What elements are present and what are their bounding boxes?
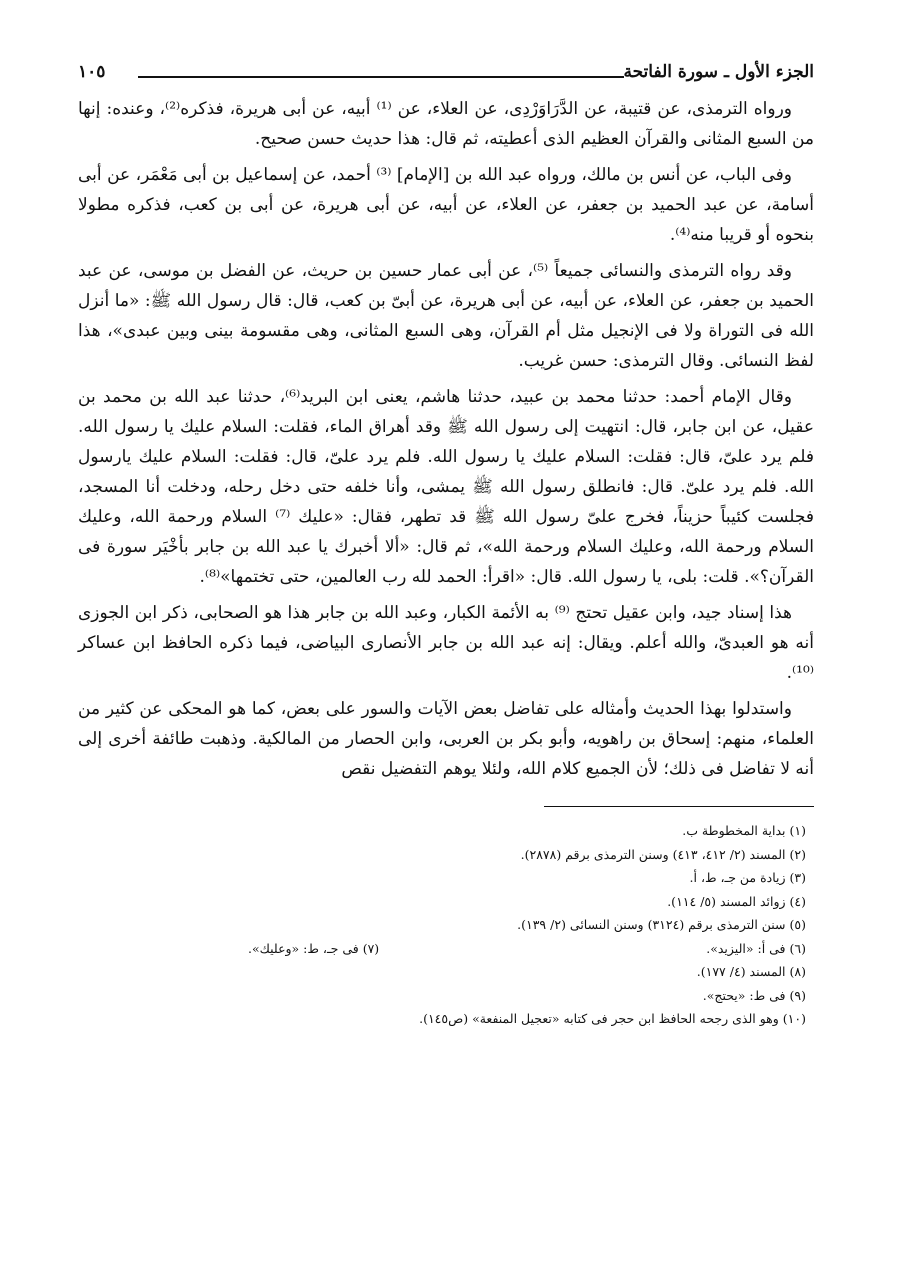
paragraph: هذا إسناد جيد، وابن عقيل تحتج ⁽⁹⁾ به الأئمة الكبار، وعبد الله بن جابر هذا هو الصحابى، ذكر ابن الجوزى أنه هو العبدىّ، والله أعلم. ويقال: إنه عبد الله بن جابر الأنصارى البياضى، فيما ذكره الحافظ ابن عساكر ⁽¹⁰⁾. <box>78 603 814 683</box>
footnote: (٨) المسند (٤/ ١٧٧). <box>696 964 806 979</box>
footnote: (٧) فى جـ، ط: «وعليك». <box>248 940 380 956</box>
paragraph: وفى الباب، عن أنس بن مالك، ورواه عبد الله بن [الإمام] ⁽³⁾ أحمد، عن إسماعيل بن أبى مَعْمَر، عن أبى أسامة، عن عبد الحميد بن جعفر، عن العلاء، عن أبيه، عن أبى هريرة، عن أبى بن كعب، فذكره مطولا بنحوه أو قريبا منه⁽⁴⁾. <box>78 165 814 245</box>
footnote: (٤) زوائد المسند (٥/ ١١٤). <box>667 893 806 909</box>
footnote-separator <box>544 806 814 807</box>
footnotes <box>78 819 814 1031</box>
footnote: (٣) زيادة من جـ، ط، أ. <box>689 870 806 885</box>
header-rule <box>138 76 624 78</box>
running-header <box>78 60 814 94</box>
paragraph: ورواه الترمذى، عن قتيبة، عن الدَّرَاوَرْدِى، عن العلاء، عن ⁽¹⁾ أبيه، عن أبى هريرة، فذكره⁽²⁾، وعنده: إنها من السبع المثانى والقرآن العظيم الذى أعطيته، ثم قال: هذا حديث حسن صحيح. <box>78 99 814 149</box>
paragraph: وقد رواه الترمذى والنسائى جميعاً ⁽⁵⁾، عن أبى عمار حسين بن حريث، عن الفضل بن موسى، عن عبد الحميد بن جعفر، عن العلاء، عن أبيه، عن أبى هريرة، عن أبىّ بن كعب، قال: قال رسول الله ﷺ: «ما أنزل الله فى التوراة ولا فى الإنجيل مثل أم القرآن، وهى السبع المثانى، وهى مقسومة بينى وبين عبدى»، هذا لفظ النسائى. وقال الترمذى: حسن غريب. <box>78 261 814 371</box>
paragraph: واستدلوا بهذا الحديث وأمثاله على تفاضل بعض الآيات والسور على بعض، كما هو المحكى عن كثير من العلماء، منهم: إسحاق بن راهويه، وأبو بكر بن العربى، وابن الحصار من المالكية. وذهبت طائفة أخرى إلى أنه لا تفاضل فى ذلك؛ لأن الجميع كلام الله، ولئلا يوهم التفضيل نقص <box>78 699 814 779</box>
footnote: (٢) المسند (٢/ ٤١٢، ٤١٣) وسنن الترمذى برقم (٢٨٧٨). <box>520 846 806 862</box>
footnote: (٦) فى أ: «اليزيد». <box>706 940 806 956</box>
header-title: الجزء الأول ـ سورة الفاتحة <box>623 62 814 82</box>
page <box>78 60 814 1031</box>
footnote: (١) بداية المخطوطة ب. <box>682 823 806 838</box>
footnote: (٩) فى ط: «يحتج». <box>702 987 806 1003</box>
paragraph: وقال الإمام أحمد: حدثنا محمد بن عبيد، حدثنا هاشم، يعنى ابن البريد⁽⁶⁾، حدثنا عبد الله بن محمد بن عقيل، عن ابن جابر، قال: انتهيت إلى رسول الله ﷺ وقد أهراق الماء، فقلت: السلام عليك يا رسول الله. فلم يرد علىّ، قال: فقلت: السلام عليك يا رسول الله. فلم يرد علىّ، قال: فقلت: السلام عليك يارسول الله. فلم يرد علىّ. قال: فانطلق رسول الله ﷺ يمشى، وأنا خلفه حتى دخل رحله، ودخلت أنا المسجد، فجلست كئيباً حزيناً، فخرج علىّ رسول الله ﷺ قد تطهر، فقال: «عليك ⁽⁷⁾ السلام ورحمة الله، وعليك السلام ورحمة الله، وعليك السلام ورحمة الله»، ثم قال: «ألا أخبرك يا عبد الله بن جابر بأخْيَر سورة فى القرآن؟». قلت: بلى، يا رسول الله. قال: «اقرأ: الحمد لله رب العالمين، حتى تختمها»⁽⁸⁾. <box>78 387 814 587</box>
page-number: ١٠٥ <box>78 62 106 82</box>
footnote: (٥) سنن الترمذى برقم (٣١٢٤) وسنن النسائى (٢/ ١٣٩). <box>517 917 806 932</box>
footnote-row <box>78 937 814 961</box>
footnote: (١٠) وهو الذى رجحه الحافظ ابن حجر فى كتابه «تعجيل المنفعة» (ص١٤٥). <box>419 1011 806 1026</box>
main-text <box>78 94 814 784</box>
